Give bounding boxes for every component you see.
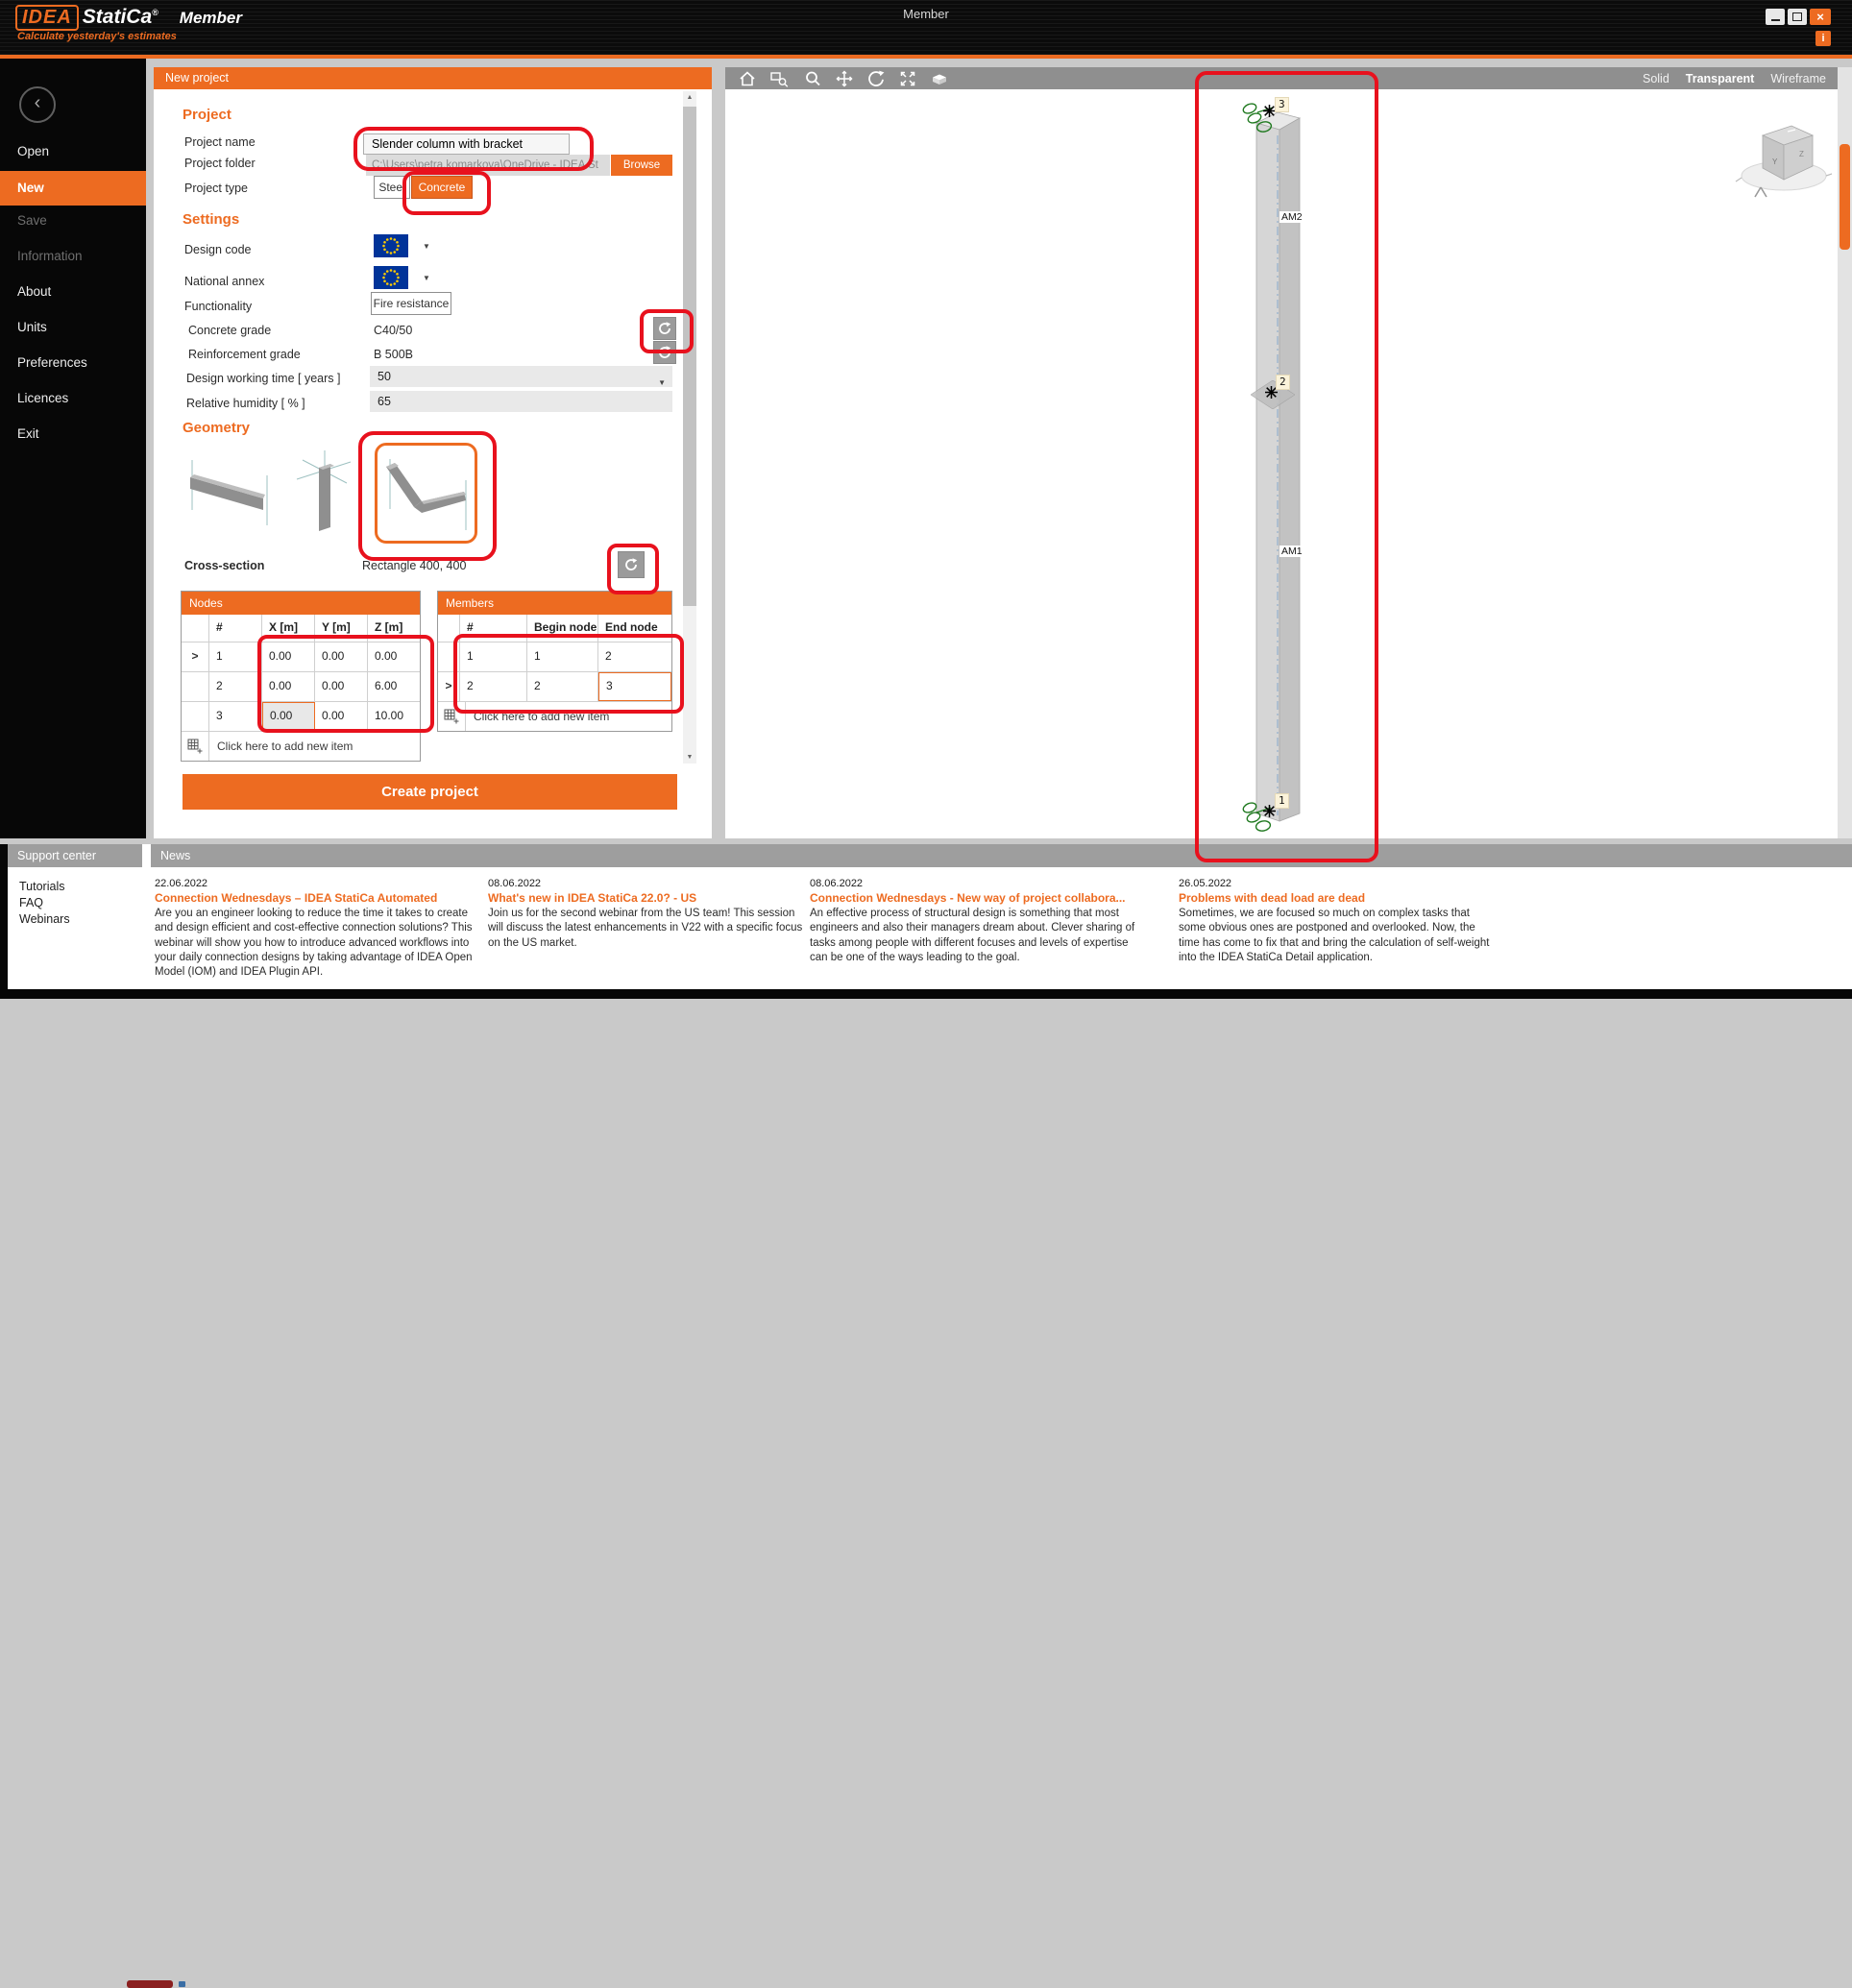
add-row-label: Click here to add new item	[217, 739, 353, 753]
news-article[interactable]	[155, 878, 481, 980]
members-add-row[interactable]	[438, 701, 671, 731]
node-x-cell-active[interactable]: 0.00	[262, 702, 315, 731]
nodes-header-z: Z [m]	[375, 620, 403, 634]
add-grid-icon	[187, 732, 209, 761]
window-title: Member	[903, 7, 949, 21]
node-x-cell[interactable]: 0.00	[262, 672, 315, 701]
add-row-label: Click here to add new item	[474, 710, 610, 723]
node-z-cell[interactable]: 10.00	[375, 709, 404, 722]
working-time-label: Design working time [ years ]	[186, 372, 341, 385]
node-y-cell[interactable]: 0.00	[315, 702, 368, 731]
title-bar	[0, 0, 1852, 55]
member-number-cell[interactable]: 2	[460, 672, 527, 701]
taskbar-app-icon[interactable]	[179, 1981, 185, 1987]
article-body: Join us for the second webinar from the US team! This session will discuss the latest enhancements in V22 with a specific focus on the US market.	[488, 908, 803, 949]
cross-section-label: Cross-section	[184, 559, 265, 572]
design-code-flag-icon[interactable]	[374, 234, 408, 262]
row-selector: >	[182, 642, 209, 671]
sidebar-item-units[interactable]: Units	[17, 320, 47, 334]
refresh-icon	[657, 345, 672, 360]
member-end-cell-active[interactable]: 3	[598, 672, 671, 701]
viewport-canvas[interactable]	[725, 89, 1838, 838]
member-begin-cell[interactable]: 2	[527, 672, 598, 701]
scroll-down-icon[interactable]: ▼	[686, 754, 694, 761]
national-annex-flag-icon[interactable]	[374, 266, 408, 294]
sidebar-item-about[interactable]: About	[17, 284, 52, 299]
news-article[interactable]	[810, 878, 1141, 965]
working-time-value: 50	[378, 370, 391, 383]
sidebar-item-open[interactable]: Open	[17, 144, 50, 158]
node-label-2: 2	[1276, 375, 1290, 390]
home-view-icon[interactable]	[738, 69, 757, 88]
node-x-cell[interactable]: 0.00	[262, 642, 315, 671]
create-project-button[interactable]: Create project	[183, 774, 677, 810]
project-name-label: Project name	[184, 135, 256, 149]
node-z-cell[interactable]: 6.00	[375, 679, 398, 692]
concrete-grade-label: Concrete grade	[188, 324, 272, 337]
node-label-3: 3	[1275, 97, 1289, 112]
members-header-begin: Begin node	[527, 615, 598, 642]
viewport	[725, 67, 1838, 838]
project-folder-label: Project folder	[184, 157, 256, 170]
project-heading: Project	[183, 107, 232, 123]
back-icon: ‹	[34, 92, 41, 113]
news-panel	[151, 844, 1852, 989]
viewport-toolbar	[725, 67, 1838, 89]
refresh-icon	[623, 557, 639, 572]
bottom-strip	[0, 844, 1852, 989]
nodes-header-y: Y [m]	[315, 615, 368, 642]
sidebar-item-information: Information	[17, 249, 83, 263]
project-type-label: Project type	[184, 182, 249, 195]
link-faq[interactable]: FAQ	[19, 896, 44, 909]
node-label-1: 1	[1275, 793, 1289, 809]
info-button[interactable]: i	[1815, 31, 1831, 46]
maximize-button[interactable]	[1788, 9, 1807, 25]
close-button[interactable]: ×	[1810, 9, 1831, 25]
solid-view-icon[interactable]	[930, 69, 951, 88]
taskbar	[0, 989, 1852, 999]
node-y-cell[interactable]: 0.00	[315, 642, 368, 671]
members-header-selector	[438, 615, 460, 642]
members-table	[437, 591, 672, 732]
national-annex-dropdown-icon[interactable]: ▼	[423, 274, 430, 282]
svg-text:Z: Z	[1799, 150, 1804, 158]
tagline: Calculate yesterday's estimates	[17, 31, 177, 42]
article-title[interactable]: Connection Wednesdays – IDEA StatiCa Automated	[155, 891, 438, 905]
accent-line	[0, 55, 1852, 59]
pan-icon[interactable]	[835, 69, 854, 88]
panel-scrollbar[interactable]	[683, 91, 696, 764]
article-date: 08.06.2022	[488, 878, 542, 889]
working-time-select[interactable]	[370, 366, 672, 387]
member-label-am1: AM1	[1281, 545, 1303, 557]
table-row[interactable]	[182, 671, 420, 701]
table-row[interactable]	[438, 671, 671, 701]
mode-transparent[interactable]: Transparent	[1685, 71, 1755, 85]
product-name: Member	[179, 9, 242, 27]
browse-button[interactable]: Browse	[611, 155, 672, 176]
row-selector	[438, 642, 460, 671]
cross-section-refresh-button[interactable]	[618, 551, 645, 578]
node-y-cell[interactable]: 0.00	[315, 672, 368, 701]
member-begin-cell[interactable]: 1	[527, 642, 598, 671]
news-article[interactable]	[488, 878, 805, 951]
geometry-option-beam[interactable]	[181, 452, 280, 531]
node-number-cell[interactable]: 2	[209, 672, 262, 701]
panel-title: New project	[154, 67, 712, 89]
type-concrete-button[interactable]: Concrete	[411, 176, 473, 199]
national-annex-label: National annex	[184, 275, 265, 288]
sidebar	[0, 59, 146, 838]
humidity-label: Relative humidity [ % ]	[186, 397, 305, 410]
minimize-icon	[1771, 19, 1780, 21]
back-button[interactable]	[19, 86, 56, 123]
rotate-icon[interactable]	[866, 69, 886, 88]
row-selector: >	[438, 672, 460, 701]
sidebar-item-licences[interactable]: Licences	[17, 391, 69, 405]
design-code-label: Design code	[184, 243, 252, 256]
settings-heading: Settings	[183, 211, 240, 228]
row-selector	[182, 702, 209, 731]
fire-resistance-toggle[interactable]: Fire resistance	[371, 292, 451, 315]
article-body: An effective process of structural design is something that most engineers and also their managers dream about. Clever sharing of tasks among people with different focuses and levels of expertise can be one of the ways leading to the goal.	[810, 908, 1135, 963]
statica-logo: StatiCa®	[82, 6, 158, 28]
nodes-header-selector	[182, 615, 209, 642]
article-title[interactable]: Connection Wednesdays - New way of project collabora...	[810, 891, 1126, 905]
article-body: Are you an engineer looking to reduce the time it takes to create and design efficient and cost-effective connection solutions? This webinar will show you how to introduce advanced workflows into your daily connection designs by taking advantage of IDEA Open Model (IOM) and IDEA Plugin API.	[155, 908, 473, 979]
continuous-member-thumbnail-icon	[378, 446, 475, 541]
taskbar-app-icon[interactable]	[127, 1980, 173, 1988]
mode-solid[interactable]: Solid	[1642, 71, 1669, 85]
article-date: 26.05.2022	[1179, 878, 1232, 889]
article-body: Sometimes, we are focused so much on complex tasks that some obvious ones are postponed and overlooked. Now, the time has come to fix that and bring the calculation of self-weight into the IDEA StatiCa Detail application.	[1179, 908, 1490, 963]
zoom-fit-icon[interactable]	[898, 69, 917, 88]
column-3d-model	[1239, 91, 1326, 836]
node-z-cell[interactable]: 0.00	[375, 649, 398, 663]
reinforcement-grade-label: Reinforcement grade	[188, 348, 301, 361]
nodes-header-x: X [m]	[262, 615, 315, 642]
support-center-panel	[8, 844, 142, 989]
cross-section-value: Rectangle 400, 400	[362, 559, 467, 572]
geometry-option-column[interactable]	[291, 447, 360, 535]
article-date: 08.06.2022	[810, 878, 864, 889]
scroll-up-icon[interactable]: ▲	[686, 94, 694, 101]
row-selector	[182, 672, 209, 701]
geometry-heading: Geometry	[183, 420, 251, 436]
members-header-num: #	[460, 615, 527, 642]
members-header-end: End node	[605, 620, 658, 634]
sidebar-item-exit[interactable]: Exit	[17, 426, 39, 441]
link-tutorials[interactable]: Tutorials	[19, 880, 65, 893]
new-project-panel	[154, 67, 712, 838]
nodes-add-row[interactable]	[182, 731, 420, 761]
humidity-input[interactable]: 65	[370, 391, 672, 412]
article-title[interactable]: What's new in IDEA StatiCa 22.0? - US	[488, 891, 697, 905]
node-number-cell[interactable]: 1	[209, 642, 262, 671]
news-title: News	[151, 844, 1852, 867]
members-table-title: Members	[438, 592, 671, 615]
article-title[interactable]: Problems with dead load are dead	[1179, 891, 1366, 905]
working-time-dropdown-icon[interactable]: ▼	[658, 378, 666, 387]
minimize-button[interactable]	[1766, 9, 1785, 25]
design-code-dropdown-icon[interactable]: ▼	[423, 242, 430, 251]
panel-body	[154, 89, 712, 838]
member-number-cell[interactable]: 1	[460, 642, 527, 671]
table-row[interactable]	[182, 701, 420, 731]
project-folder-path: C:\Users\petra.komarkova\OneDrive - IDEA St	[366, 155, 610, 176]
svg-text:Y: Y	[1772, 158, 1778, 166]
zoom-icon[interactable]	[803, 69, 822, 88]
table-row[interactable]	[438, 642, 671, 671]
nodes-table	[181, 591, 421, 762]
mode-wireframe[interactable]: Wireframe	[1770, 71, 1826, 85]
zoom-window-icon[interactable]	[769, 69, 791, 88]
concrete-grade-refresh-button[interactable]	[653, 317, 676, 340]
table-row[interactable]	[182, 642, 420, 671]
reinforcement-grade-value: B 500B	[374, 348, 414, 361]
bottom-left-edge	[0, 844, 8, 989]
reinforcement-grade-refresh-button[interactable]	[653, 341, 676, 364]
link-webinars[interactable]: Webinars	[19, 912, 70, 926]
sidebar-item-preferences[interactable]: Preferences	[17, 355, 87, 370]
sidebar-item-new[interactable]: New	[0, 171, 146, 206]
nodes-table-title: Nodes	[182, 592, 420, 615]
functionality-label: Functionality	[184, 300, 253, 313]
maximize-icon	[1792, 12, 1802, 21]
news-article[interactable]	[1179, 878, 1496, 965]
type-steel-button[interactable]: Steel	[374, 176, 410, 199]
add-grid-icon	[444, 702, 466, 731]
concrete-grade-value: C40/50	[374, 324, 413, 337]
geometry-option-continuous-member[interactable]	[375, 443, 477, 544]
article-date: 22.06.2022	[155, 878, 208, 889]
member-end-cell[interactable]: 2	[605, 649, 612, 663]
idea-logo: IDEA	[15, 5, 79, 31]
panel-scrollbar-thumb[interactable]	[683, 107, 696, 606]
viewport-scrollbar-thumb[interactable]	[1840, 144, 1850, 250]
column-thumbnail-icon	[291, 447, 360, 535]
nodes-header-num: #	[209, 615, 262, 642]
navigation-cube[interactable]	[1734, 116, 1834, 201]
beam-thumbnail-icon	[181, 452, 280, 531]
refresh-icon	[657, 321, 672, 336]
project-name-input[interactable]	[363, 133, 570, 155]
member-label-am2: AM2	[1281, 211, 1303, 223]
node-number-cell[interactable]: 3	[209, 702, 262, 731]
sidebar-item-save: Save	[17, 213, 47, 228]
support-center-title: Support center	[8, 844, 142, 867]
